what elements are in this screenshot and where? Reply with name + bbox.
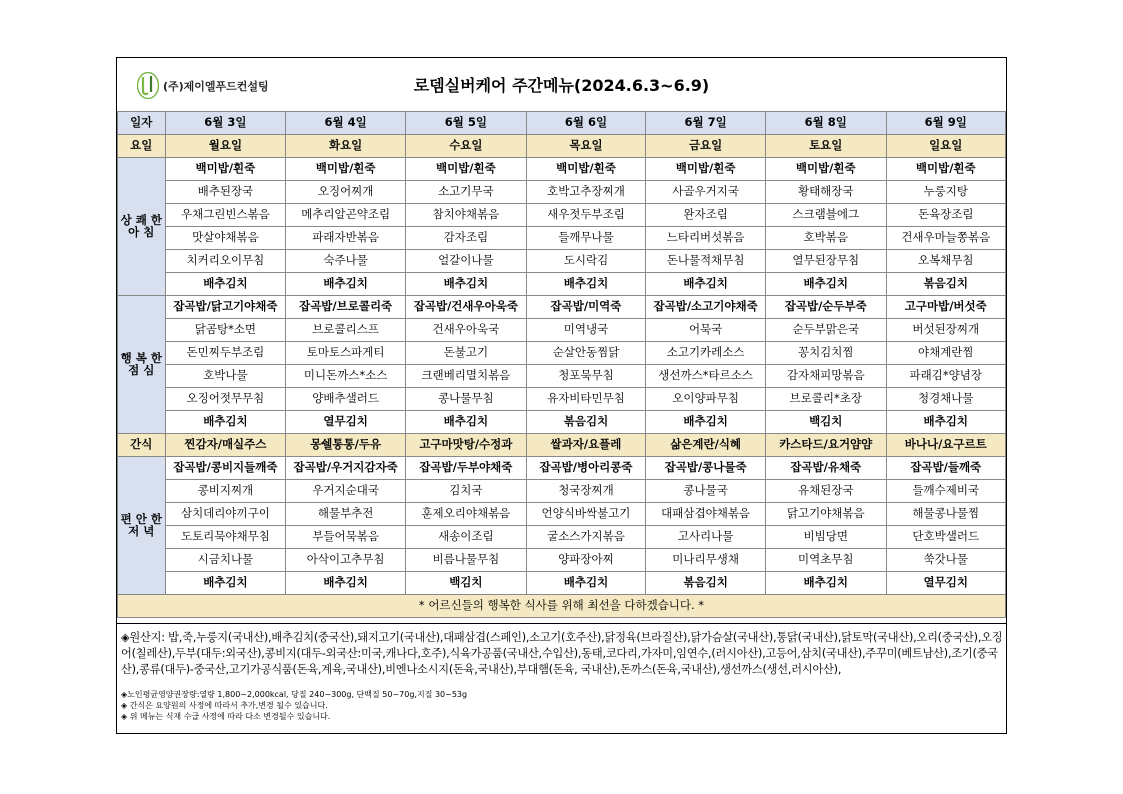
breakfast-menu-item: 얼갈이나물 — [406, 250, 527, 273]
table-row — [118, 434, 1006, 457]
lunch-menu-item: 버섯된장찌개 — [886, 319, 1006, 342]
dinner-menu-item: 양파장아찌 — [526, 549, 646, 572]
lunch-menu-item: 호박나물 — [165, 365, 286, 388]
dinner-menu-item: 열무김치 — [886, 572, 1006, 595]
dinner-menu-item: 고사리나물 — [646, 526, 766, 549]
lunch-menu-item: 잡곡밥/브로콜리죽 — [286, 296, 406, 319]
table-row — [118, 250, 1006, 273]
breakfast-menu-item: 황태해장국 — [765, 181, 886, 204]
lunch-menu-item: 토마토스파게티 — [286, 342, 406, 365]
dinner-menu-item: 도토리묵야채무침 — [165, 526, 286, 549]
lunch-menu-item: 소고기카레소스 — [646, 342, 766, 365]
snack-cell: 고구마맛탕/수정과 — [406, 434, 527, 457]
table-row — [118, 273, 1006, 296]
table-row — [118, 365, 1006, 388]
table-row — [118, 595, 1006, 618]
header — [117, 58, 1006, 112]
dinner-menu-item: 김치국 — [406, 480, 527, 503]
lunch-menu-item: 배추김치 — [646, 411, 766, 434]
date-cell: 6월 6일 — [526, 112, 646, 135]
lunch-menu-item: 오이양파무침 — [646, 388, 766, 411]
table-row — [118, 457, 1006, 480]
lunch-menu-item: 파래김*양념장 — [886, 365, 1006, 388]
breakfast-menu-item: 들깨무나물 — [526, 227, 646, 250]
day-cell: 금요일 — [646, 135, 766, 158]
snack-cell: 찐감자/매실주스 — [165, 434, 286, 457]
breakfast-label: 상 쾌 한 아 침 — [118, 158, 166, 296]
lunch-menu-item: 오징어젓무무침 — [165, 388, 286, 411]
lunch-menu-item: 양배추샐러드 — [286, 388, 406, 411]
table-row — [118, 526, 1006, 549]
lunch-menu-item: 미역냉국 — [526, 319, 646, 342]
breakfast-menu-item: 백미밥/흰죽 — [406, 158, 527, 181]
dinner-menu-item: 잡곡밥/콩비지들깨죽 — [165, 457, 286, 480]
breakfast-menu-item: 돈나물적채무침 — [646, 250, 766, 273]
dinner-menu-item: 쑥갓나물 — [886, 549, 1006, 572]
lunch-menu-item: 잡곡밥/미역죽 — [526, 296, 646, 319]
table-row — [118, 572, 1006, 595]
breakfast-menu-item: 감자조림 — [406, 227, 527, 250]
lunch-menu-item: 잡곡밥/닭고기야채죽 — [165, 296, 286, 319]
weekly-menu-table — [117, 111, 1006, 618]
breakfast-menu-item: 파래자반볶음 — [286, 227, 406, 250]
table-row — [118, 158, 1006, 181]
breakfast-menu-item: 느타리버섯볶음 — [646, 227, 766, 250]
lunch-menu-item: 브로콜리*초장 — [765, 388, 886, 411]
breakfast-menu-item: 완자조림 — [646, 204, 766, 227]
lunch-menu-item: 청경채나물 — [886, 388, 1006, 411]
table-row — [118, 342, 1006, 365]
breakfast-menu-item: 배추김치 — [765, 273, 886, 296]
lunch-menu-item: 유자비타민무침 — [526, 388, 646, 411]
day-cell: 일요일 — [886, 135, 1006, 158]
table-row — [118, 135, 1006, 158]
lunch-menu-item: 순두부맑은국 — [765, 319, 886, 342]
lunch-menu-item: 돈불고기 — [406, 342, 527, 365]
lunch-menu-item: 콩나물무침 — [406, 388, 527, 411]
breakfast-menu-item: 백미밥/흰죽 — [286, 158, 406, 181]
dinner-menu-item: 새송이조림 — [406, 526, 527, 549]
dinner-menu-item: 들깨수제비국 — [886, 480, 1006, 503]
lunch-menu-item: 배추김치 — [886, 411, 1006, 434]
dinner-menu-item: 잡곡밥/유채죽 — [765, 457, 886, 480]
snack-cell: 삶은계란/식혜 — [646, 434, 766, 457]
lunch-menu-item: 잡곡밥/건새우아욱죽 — [406, 296, 527, 319]
note-bar: * 어르신들의 행복한 식사를 위해 최선을 다하겠습니다. * — [118, 595, 1006, 618]
lunch-menu-item: 순살안동찜닭 — [526, 342, 646, 365]
origin-info: ◈원산지: 밥,죽,누룽지(국내산),배추김치(중국산),돼지고기(국내산),대패삼겹(스페인),소고기(호주산),닭정육(브라질산),닭가슴살(국내산),통닭(국내산),닭토막(국내산),오리(중국산),오징어(칠레산),두부(대두:외국산),콩비지(대두-외국산:미국,캐나다,호주),식육가공품(국내산,수입산),동태,코다리,가자미,임연수,(러시아산),고등어,삼치(국내산),주꾸미(베트남산),조기(중국산),콩류(대두)-중국산,고기가공식품(돈육,계육,국내산),비엔나소시지(돈육,국내산),부대햄(돈육, 국내산),돈까스(돈육,국내산),생선까스(생선,러시아산), — [121, 631, 1003, 676]
breakfast-menu-item: 사골우거지국 — [646, 181, 766, 204]
dinner-label: 편 안 한 저 녁 — [118, 457, 166, 595]
snack-cell: 몽쉘통통/두유 — [286, 434, 406, 457]
breakfast-menu-item: 열무된장무침 — [765, 250, 886, 273]
dinner-menu-item: 대패삼겹야채볶음 — [646, 503, 766, 526]
breakfast-menu-item: 백미밥/흰죽 — [886, 158, 1006, 181]
lunch-menu-item: 배추김치 — [165, 411, 286, 434]
dinner-menu-item: 미나리무생채 — [646, 549, 766, 572]
breakfast-menu-item: 숙주나물 — [286, 250, 406, 273]
lunch-menu-item: 생선까스*타르소스 — [646, 365, 766, 388]
dinner-menu-item: 닭고기야채볶음 — [765, 503, 886, 526]
dinner-menu-item: 잡곡밥/두부야채죽 — [406, 457, 527, 480]
dinner-menu-item: 콩비지찌개 — [165, 480, 286, 503]
dinner-menu-item: 콩나물국 — [646, 480, 766, 503]
day-cell: 목요일 — [526, 135, 646, 158]
table-row — [118, 227, 1006, 250]
dinner-menu-item: 굴소스가지볶음 — [526, 526, 646, 549]
lunch-menu-item: 꽁치김치찜 — [765, 342, 886, 365]
dinner-menu-item: 삼치데리야끼구이 — [165, 503, 286, 526]
breakfast-menu-item: 호박볶음 — [765, 227, 886, 250]
date-cell: 6월 3일 — [165, 112, 286, 135]
table-row — [118, 503, 1006, 526]
lunch-label: 행 복 한 점 심 — [118, 296, 166, 434]
table-row — [118, 549, 1006, 572]
breakfast-menu-item: 참치야채볶음 — [406, 204, 527, 227]
breakfast-menu-item: 배추김치 — [406, 273, 527, 296]
dinner-menu-item: 배추김치 — [765, 572, 886, 595]
lunch-menu-item: 돈민찌두부조림 — [165, 342, 286, 365]
dinner-menu-item: 잡곡밥/병아리콩죽 — [526, 457, 646, 480]
lunch-menu-item: 고구마밥/버섯죽 — [886, 296, 1006, 319]
dinner-menu-item: 배추김치 — [286, 572, 406, 595]
lunch-menu-item: 브로콜리스프 — [286, 319, 406, 342]
dinner-menu-item: 부들어묵볶음 — [286, 526, 406, 549]
dinner-menu-item: 배추김치 — [165, 572, 286, 595]
snack-label: 간식 — [118, 434, 166, 457]
lunch-menu-item: 야채계란찜 — [886, 342, 1006, 365]
dinner-menu-item: 아삭이고추무침 — [286, 549, 406, 572]
breakfast-menu-item: 오징어찌개 — [286, 181, 406, 204]
breakfast-menu-item: 오복채무침 — [886, 250, 1006, 273]
date-cell: 6월 4일 — [286, 112, 406, 135]
dinner-menu-item: 볶음김치 — [646, 572, 766, 595]
lunch-menu-item: 감자채피망볶음 — [765, 365, 886, 388]
dinner-menu-item: 청국장찌개 — [526, 480, 646, 503]
table-row — [118, 204, 1006, 227]
dinner-menu-item: 잡곡밥/콩나물죽 — [646, 457, 766, 480]
breakfast-menu-item: 누룽지탕 — [886, 181, 1006, 204]
day-cell: 화요일 — [286, 135, 406, 158]
breakfast-menu-item: 볶음김치 — [886, 273, 1006, 296]
lunch-menu-item: 어묵국 — [646, 319, 766, 342]
breakfast-menu-item: 새우젓두부조림 — [526, 204, 646, 227]
breakfast-menu-item: 우채그린빈스볶음 — [165, 204, 286, 227]
breakfast-menu-item: 배추김치 — [646, 273, 766, 296]
dinner-menu-item: 시금치나물 — [165, 549, 286, 572]
breakfast-menu-item: 배추된장국 — [165, 181, 286, 204]
table-row — [118, 296, 1006, 319]
dinner-menu-item: 훈제오리야채볶음 — [406, 503, 527, 526]
breakfast-menu-item: 스크램블에그 — [765, 204, 886, 227]
dinner-menu-item: 유채된장국 — [765, 480, 886, 503]
company-name: (주)제이엘푸드컨설팅 — [163, 80, 269, 93]
snack-cell: 바나나/요구르트 — [886, 434, 1006, 457]
lunch-menu-item: 미니돈까스*소스 — [286, 365, 406, 388]
lunch-menu-item: 열무김치 — [286, 411, 406, 434]
lunch-menu-item: 잡곡밥/소고기야채죽 — [646, 296, 766, 319]
day-cell: 토요일 — [765, 135, 886, 158]
table-row — [118, 480, 1006, 503]
footer-notes — [117, 623, 1006, 734]
lunch-menu-item: 크랜베리멸치볶음 — [406, 365, 527, 388]
breakfast-menu-item: 돈육장조림 — [886, 204, 1006, 227]
lunch-menu-item: 볶음김치 — [526, 411, 646, 434]
lunch-menu-item: 닭곰탕*소면 — [165, 319, 286, 342]
breakfast-menu-item: 호박고추장찌개 — [526, 181, 646, 204]
dinner-menu-item: 배추김치 — [526, 572, 646, 595]
lunch-menu-item: 백김치 — [765, 411, 886, 434]
note-menu-change: ◈ 위 메뉴는 식재 수급 사정에 따라 다소 변경될수 있습니다. — [121, 712, 331, 721]
dinner-menu-item: 해물콩나물찜 — [886, 503, 1006, 526]
snack-cell: 카스타드/요거얌얌 — [765, 434, 886, 457]
breakfast-menu-item: 배추김치 — [165, 273, 286, 296]
dinner-menu-item: 우거지순대국 — [286, 480, 406, 503]
breakfast-menu-item: 백미밥/흰죽 — [165, 158, 286, 181]
table-row — [118, 319, 1006, 342]
date-label: 일자 — [118, 112, 166, 135]
date-cell: 6월 9일 — [886, 112, 1006, 135]
breakfast-menu-item: 배추김치 — [286, 273, 406, 296]
dinner-menu-item: 해물부추전 — [286, 503, 406, 526]
day-cell: 월요일 — [165, 135, 286, 158]
note-snack: ◈ 간식은 요양원의 사정에 따라서 추가,변경 될수 있습니다. — [121, 701, 328, 710]
date-cell: 6월 7일 — [646, 112, 766, 135]
table-row — [118, 112, 1006, 135]
breakfast-menu-item: 백미밥/흰죽 — [646, 158, 766, 181]
page-title: 로뎀실버케어 주간메뉴(2024.6.3~6.9) — [413, 76, 710, 95]
lunch-menu-item: 잡곡밥/순두부죽 — [765, 296, 886, 319]
note-nutrition: ◈노인평균영양권장량:열량 1,800~2,000kcal, 당질 240~300g, 단백질 50~70g,지질 30~53g — [121, 690, 468, 699]
dinner-menu-item: 잡곡밥/들깨죽 — [886, 457, 1006, 480]
breakfast-menu-item: 치커리오이무침 — [165, 250, 286, 273]
day-cell: 수요일 — [406, 135, 527, 158]
dinner-menu-item: 비빔당면 — [765, 526, 886, 549]
snack-cell: 쌀과자/요플레 — [526, 434, 646, 457]
date-cell: 6월 5일 — [406, 112, 527, 135]
breakfast-menu-item: 메추리알곤약조림 — [286, 204, 406, 227]
breakfast-menu-item: 백미밥/흰죽 — [765, 158, 886, 181]
breakfast-menu-item: 도시락김 — [526, 250, 646, 273]
dinner-menu-item: 비름나물무침 — [406, 549, 527, 572]
breakfast-menu-item: 배추김치 — [526, 273, 646, 296]
table-row — [118, 411, 1006, 434]
breakfast-menu-item: 맛살야채볶음 — [165, 227, 286, 250]
breakfast-menu-item: 백미밥/흰죽 — [526, 158, 646, 181]
breakfast-menu-item: 건새우마늘쫑볶음 — [886, 227, 1006, 250]
table-row — [118, 181, 1006, 204]
lunch-menu-item: 청포묵무침 — [526, 365, 646, 388]
day-label: 요일 — [118, 135, 166, 158]
table-row — [118, 388, 1006, 411]
lunch-menu-item: 배추김치 — [406, 411, 527, 434]
dinner-menu-item: 언양식바싹불고기 — [526, 503, 646, 526]
lunch-menu-item: 건새우아욱국 — [406, 319, 527, 342]
dinner-menu-item: 미역초무침 — [765, 549, 886, 572]
date-cell: 6월 8일 — [765, 112, 886, 135]
breakfast-menu-item: 소고기무국 — [406, 181, 527, 204]
dinner-menu-item: 백김치 — [406, 572, 527, 595]
dinner-menu-item: 잡곡밥/우거지감자죽 — [286, 457, 406, 480]
dinner-menu-item: 단호박샐러드 — [886, 526, 1006, 549]
menu-sheet — [116, 57, 1007, 734]
